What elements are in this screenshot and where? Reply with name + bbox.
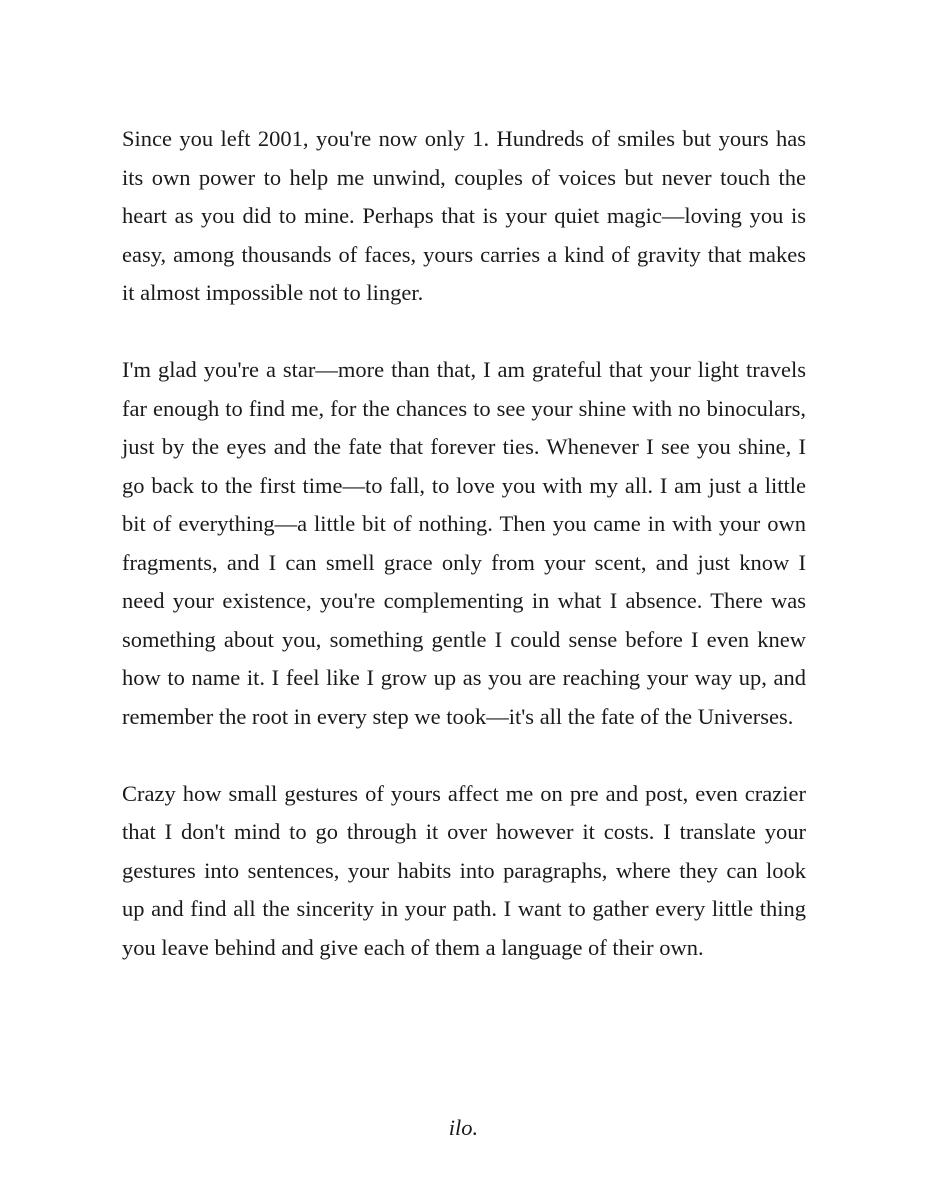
paragraph-3: Crazy how small gestures of yours affect me on pre and post, even crazier that I don't mind to go through it over however it costs. I translate your gestures into sentences, your habits into paragraphs, where they can look up and find all the sincerity in your path. I want to gather every little thing you leave behind and give each of them a language of their own.: [122, 780, 806, 960]
letter-body: [122, 120, 806, 967]
paragraph-2: I'm glad you're a star—more than that, I am grateful that your light travels far enough to find me, for the chances to see your shine with no binoculars, just by the eyes and the fate that forever ties. Whenever I see you shine, I go back to the first time—to fall, to love you with my all. I am just a little bit of everything—a little bit of nothing. Then you came in with your own fragments, and I can smell grace only from your scent, and just know I need your existence, you're complementing in what I absence. There was something about you, something gentle I could sense before I even knew how to name it. I feel like I grow up as you are reaching your way up, and remember the root in every step we took—it's all the fate of the Universes.: [122, 357, 806, 729]
signature: ilo.: [448, 1115, 479, 1140]
paragraph-1: Since you left 2001, you're now only 1. Hundreds of smiles but yours has its own power to help me unwind, couples of voices but never touch the heart as you did to mine. Perhaps that is your quiet magic—loving you is easy, among thousands of faces, yours carries a kind of gravity that makes it almost impossible not to linger.: [122, 126, 806, 305]
